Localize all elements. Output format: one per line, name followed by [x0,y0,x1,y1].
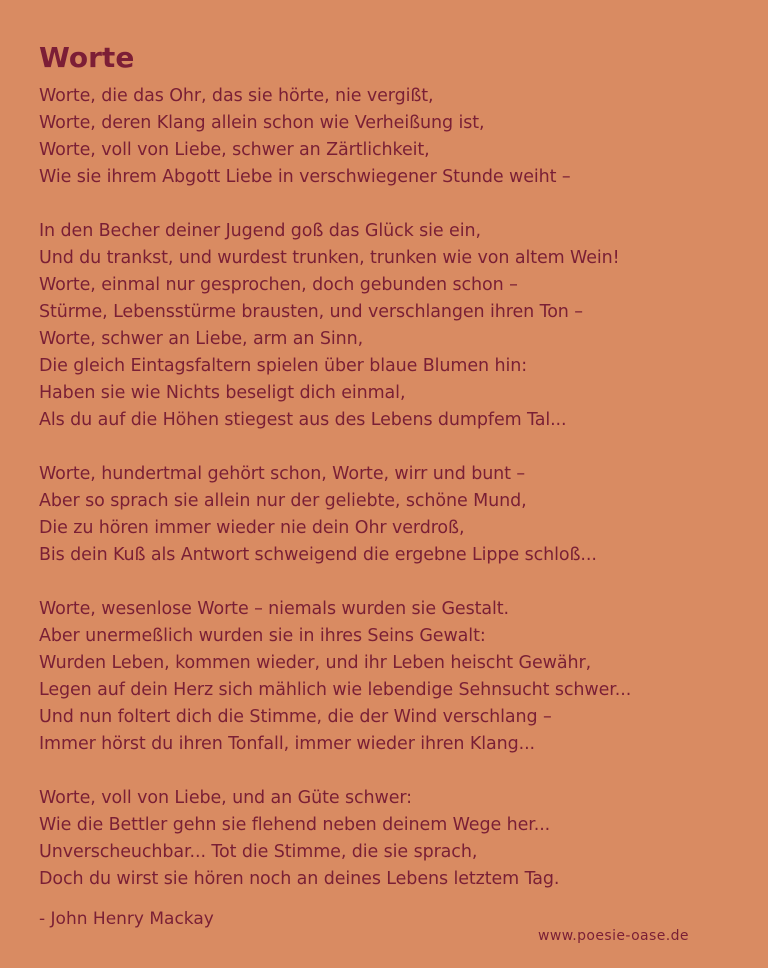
poem-line: Aber so sprach sie allein nur der geliebte, schöne Mund, [39,491,527,511]
poem-line: Worte, voll von Liebe, schwer an Zärtlichkeit, [39,140,430,160]
poem-stanza [39,596,739,758]
poem-line: Haben sie wie Nichts beseligt dich einmal, [39,383,406,403]
poem-line: Legen auf dein Herz sich mählich wie lebendige Sehnsucht schwer... [39,680,632,700]
poem-line: Worte, schwer an Liebe, arm an Sinn, [39,329,364,349]
poem-line: Immer hörst du ihren Tonfall, immer wieder ihren Klang... [39,734,535,754]
poem-author: - John Henry Mackay [39,909,214,929]
poem-line: Worte, hundertmal gehört schon, Worte, wirr und bunt – [39,464,526,484]
poem-line: Unverscheuchbar... Tot die Stimme, die sie sprach, [39,842,478,862]
poem-body [39,83,739,893]
poem-line: Bis dein Kuß als Antwort schweigend die ergebne Lippe schloß... [39,545,597,565]
poem-line: Aber unermeßlich wurden sie in ihres Seins Gewalt: [39,626,486,646]
poem-line: Stürme, Lebensstürme brausten, und verschlangen ihren Ton – [39,302,583,322]
poem-line: Worte, einmal nur gesprochen, doch gebunden schon – [39,275,518,295]
poem-line: Wie die Bettler gehn sie flehend neben deinem Wege her... [39,815,551,835]
poem-line: Die zu hören immer wieder nie dein Ohr verdroß, [39,518,465,538]
poem-line: Die gleich Eintagsfaltern spielen über blaue Blumen hin: [39,356,528,376]
poem-line: Als du auf die Höhen stiegest aus des Lebens dumpfem Tal... [39,410,567,430]
poem-stanza [39,461,739,569]
poem-line: Worte, deren Klang allein schon wie Verheißung ist, [39,113,485,133]
poem-line: Doch du wirst sie hören noch an deines Lebens letztem Tag. [39,869,560,889]
website-url: www.poesie-oase.de [538,928,689,944]
poem-line: Worte, voll von Liebe, und an Güte schwer: [39,788,412,808]
poem-title: Worte [39,41,135,74]
poem-line: Und nun foltert dich die Stimme, die der Wind verschlang – [39,707,552,727]
poem [39,40,739,920]
poem-line: Wie sie ihrem Abgott Liebe in verschwiegener Stunde weiht – [39,167,571,187]
poem-stanza [39,218,739,434]
poem-stanza [39,785,739,893]
poem-stanza [39,83,739,191]
poem-line: In den Becher deiner Jugend goß das Glück sie ein, [39,221,481,241]
poem-line: Worte, die das Ohr, das sie hörte, nie vergißt, [39,86,434,106]
poem-line: Worte, wesenlose Worte – niemals wurden sie Gestalt. [39,599,509,619]
poem-line: Und du trankst, und wurdest trunken, trunken wie von altem Wein! [39,248,620,268]
poem-line: Wurden Leben, kommen wieder, und ihr Leben heischt Gewähr, [39,653,592,673]
